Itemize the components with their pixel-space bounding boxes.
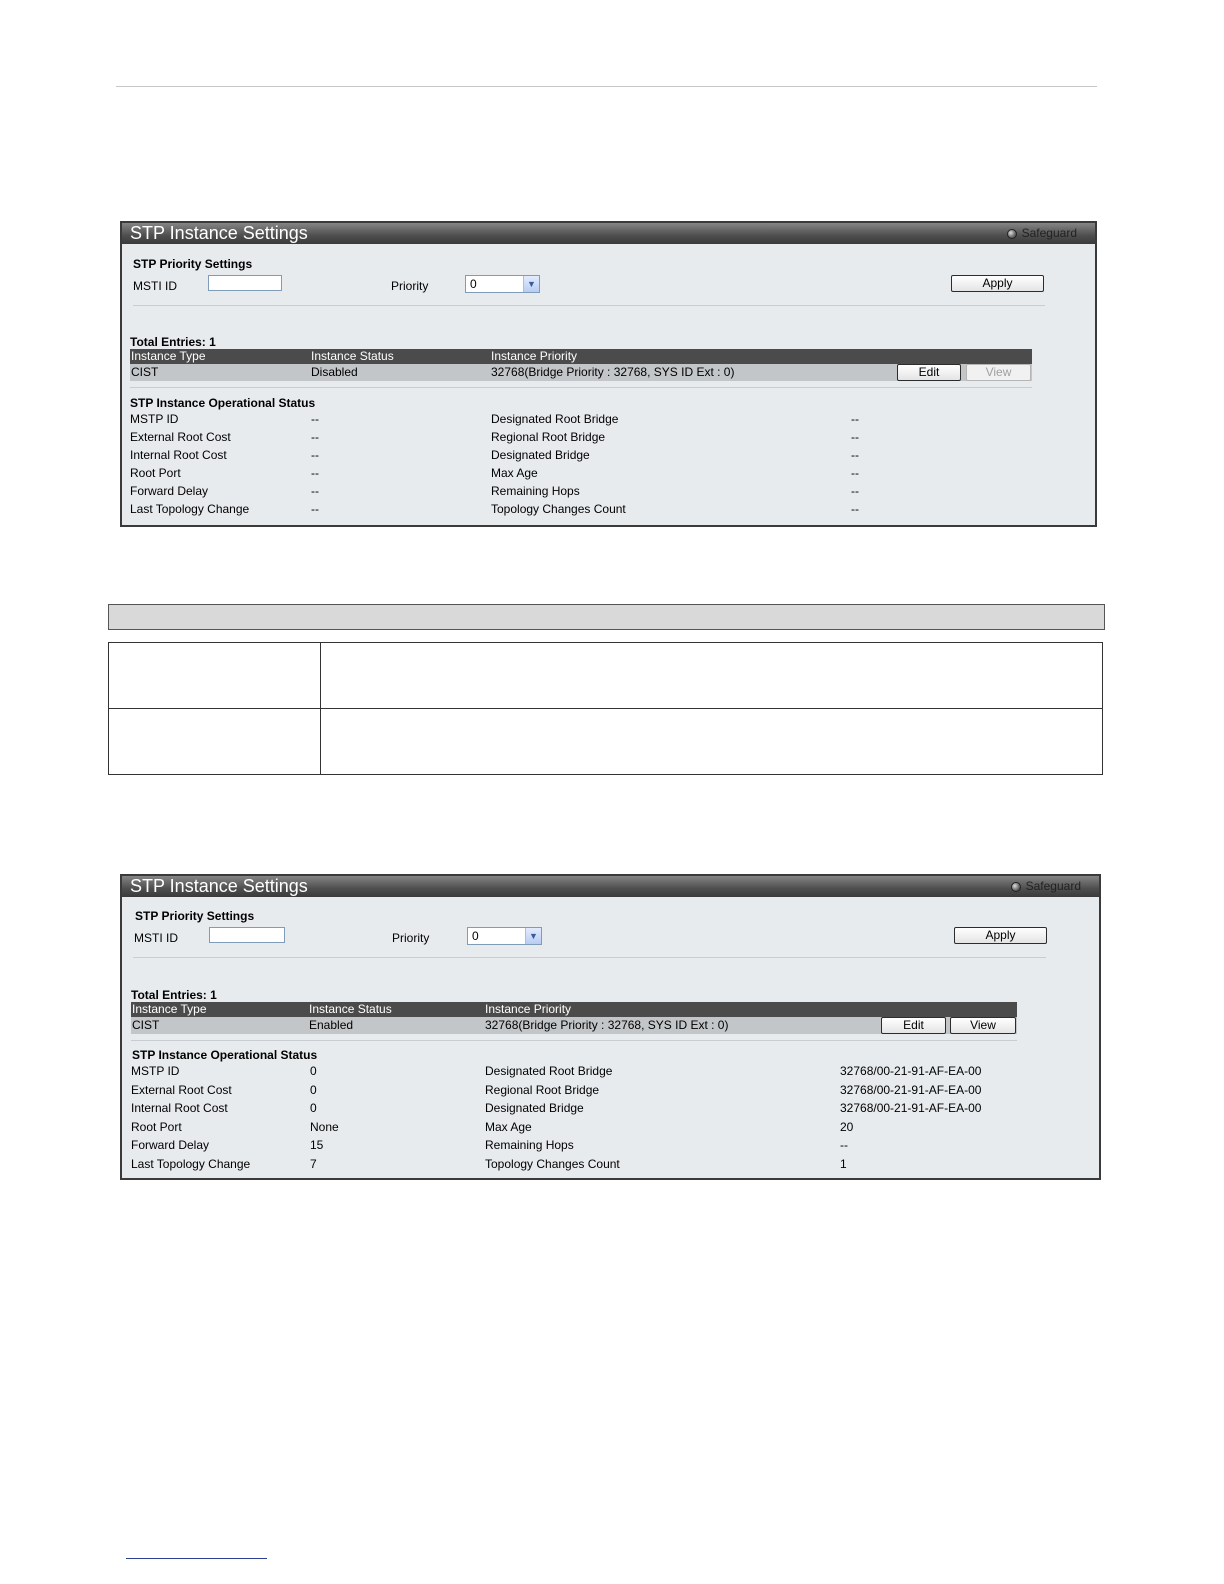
panel-title-text: STP Instance Settings bbox=[130, 223, 308, 243]
status-value: 7 bbox=[310, 1157, 317, 1171]
edit-button[interactable]: Edit bbox=[881, 1017, 946, 1034]
column-instance-priority: Instance Priority bbox=[485, 1002, 572, 1016]
chevron-down-icon[interactable]: ▼ bbox=[523, 276, 539, 292]
status-value: 0 bbox=[310, 1083, 317, 1097]
column-instance-status: Instance Status bbox=[311, 349, 394, 363]
status-value: -- bbox=[851, 484, 859, 498]
status-value: -- bbox=[311, 484, 319, 498]
divider bbox=[130, 387, 1032, 388]
safeguard-label: Safeguard bbox=[1025, 879, 1081, 893]
status-value: -- bbox=[851, 466, 859, 480]
status-label: Designated Root Bridge bbox=[491, 412, 619, 426]
column-instance-type: Instance Type bbox=[131, 349, 206, 363]
status-value: -- bbox=[851, 430, 859, 444]
msti-id-input[interactable] bbox=[208, 275, 282, 291]
status-label: Regional Root Bridge bbox=[485, 1083, 600, 1097]
status-value: -- bbox=[851, 502, 859, 516]
operational-status-heading: STP Instance Operational Status bbox=[132, 1048, 318, 1062]
column-instance-priority: Instance Priority bbox=[491, 349, 578, 363]
status-value: 0 bbox=[310, 1064, 317, 1078]
row-instance-status: Enabled bbox=[309, 1018, 354, 1032]
safeguard-icon bbox=[1011, 882, 1021, 892]
status-label: Designated Bridge bbox=[491, 448, 590, 462]
row-instance-priority: 32768(Bridge Priority : 32768, SYS ID Ext : 0) bbox=[491, 365, 735, 379]
status-value: 32768/00-21-91-AF-EA-00 bbox=[840, 1101, 982, 1115]
divider bbox=[133, 957, 1046, 958]
total-entries: Total Entries: 1 bbox=[131, 988, 217, 1002]
status-label: Forward Delay bbox=[131, 1138, 210, 1152]
status-value: -- bbox=[311, 412, 319, 426]
status-value: 1 bbox=[840, 1157, 847, 1171]
priority-label: Priority bbox=[391, 279, 429, 293]
safeguard-icon bbox=[1007, 229, 1017, 239]
status-value: 32768/00-21-91-AF-EA-00 bbox=[840, 1064, 982, 1078]
table-header-bar bbox=[108, 604, 1105, 630]
priority-select[interactable] bbox=[467, 927, 542, 945]
status-value: 32768/00-21-91-AF-EA-00 bbox=[840, 1083, 982, 1097]
status-value: 0 bbox=[310, 1101, 317, 1115]
column-instance-status: Instance Status bbox=[309, 1002, 392, 1016]
row-instance-type: CIST bbox=[131, 365, 159, 379]
status-label: Regional Root Bridge bbox=[491, 430, 606, 444]
status-label: External Root Cost bbox=[131, 1083, 232, 1097]
safeguard-indicator bbox=[1011, 876, 1081, 897]
status-label: Remaining Hops bbox=[485, 1138, 574, 1152]
status-value: None bbox=[310, 1120, 339, 1134]
apply-button[interactable]: Apply bbox=[951, 275, 1044, 292]
page-header-rule bbox=[116, 86, 1097, 87]
status-value: -- bbox=[851, 448, 859, 462]
parameter-description-table bbox=[108, 642, 1103, 775]
view-button[interactable]: View bbox=[950, 1017, 1016, 1034]
priority-label: Priority bbox=[392, 931, 430, 945]
status-label: Internal Root Cost bbox=[130, 448, 227, 462]
divider bbox=[131, 1040, 1017, 1041]
status-label: Root Port bbox=[131, 1120, 182, 1134]
status-label: MSTP ID bbox=[130, 412, 179, 426]
safeguard-indicator bbox=[1007, 223, 1077, 244]
edit-button[interactable]: Edit bbox=[897, 364, 961, 381]
status-value: -- bbox=[311, 448, 319, 462]
status-label: Designated Bridge bbox=[485, 1101, 584, 1115]
footer-link-underline[interactable] bbox=[126, 1558, 267, 1559]
stp-instance-settings-panel-2 bbox=[120, 874, 1101, 1180]
status-label: External Root Cost bbox=[130, 430, 231, 444]
apply-button[interactable]: Apply bbox=[954, 927, 1047, 944]
status-value: -- bbox=[840, 1138, 848, 1152]
status-label: Root Port bbox=[130, 466, 181, 480]
status-value: -- bbox=[851, 412, 859, 426]
stp-instance-settings-panel-1 bbox=[120, 221, 1097, 527]
status-label: Max Age bbox=[485, 1120, 532, 1134]
status-label: Forward Delay bbox=[130, 484, 209, 498]
priority-settings-heading: STP Priority Settings bbox=[133, 257, 253, 271]
status-label: Designated Root Bridge bbox=[485, 1064, 613, 1078]
panel-title bbox=[122, 223, 1095, 244]
status-label: Internal Root Cost bbox=[131, 1101, 228, 1115]
row-instance-priority: 32768(Bridge Priority : 32768, SYS ID Ext : 0) bbox=[485, 1018, 729, 1032]
table-row bbox=[109, 709, 1102, 774]
msti-id-label: MSTI ID bbox=[133, 279, 177, 293]
panel-title bbox=[122, 876, 1099, 897]
table-row bbox=[109, 643, 1102, 709]
row-instance-type: CIST bbox=[132, 1018, 160, 1032]
status-value: 20 bbox=[840, 1120, 854, 1134]
status-label: Last Topology Change bbox=[130, 502, 250, 516]
status-value: 15 bbox=[310, 1138, 324, 1152]
priority-select-value: 0 bbox=[470, 277, 477, 291]
column-instance-type: Instance Type bbox=[132, 1002, 207, 1016]
status-label: Remaining Hops bbox=[491, 484, 580, 498]
operational-status-heading: STP Instance Operational Status bbox=[130, 396, 316, 410]
msti-id-label: MSTI ID bbox=[134, 931, 178, 945]
panel-title-text: STP Instance Settings bbox=[130, 876, 308, 896]
priority-settings-heading: STP Priority Settings bbox=[135, 909, 255, 923]
safeguard-label: Safeguard bbox=[1021, 226, 1077, 240]
status-label: Max Age bbox=[491, 466, 538, 480]
row-instance-status: Disabled bbox=[311, 365, 358, 379]
priority-select[interactable] bbox=[465, 275, 540, 293]
view-button: View bbox=[966, 364, 1031, 381]
total-entries: Total Entries: 1 bbox=[130, 335, 216, 349]
status-value: -- bbox=[311, 466, 319, 480]
instance-table-header bbox=[131, 1002, 1017, 1017]
status-label: MSTP ID bbox=[131, 1064, 180, 1078]
table-row bbox=[130, 364, 1032, 381]
msti-id-input[interactable] bbox=[209, 927, 285, 943]
divider bbox=[133, 305, 1045, 306]
status-label: Last Topology Change bbox=[131, 1157, 251, 1171]
table-row bbox=[131, 1017, 1017, 1034]
status-label: Topology Changes Count bbox=[485, 1157, 620, 1171]
status-value: -- bbox=[311, 502, 319, 516]
status-label: Topology Changes Count bbox=[491, 502, 626, 516]
column-divider bbox=[320, 643, 321, 774]
instance-table-header bbox=[130, 349, 1032, 364]
status-value: -- bbox=[311, 430, 319, 444]
chevron-down-icon[interactable]: ▼ bbox=[525, 928, 541, 944]
priority-select-value: 0 bbox=[472, 929, 479, 943]
